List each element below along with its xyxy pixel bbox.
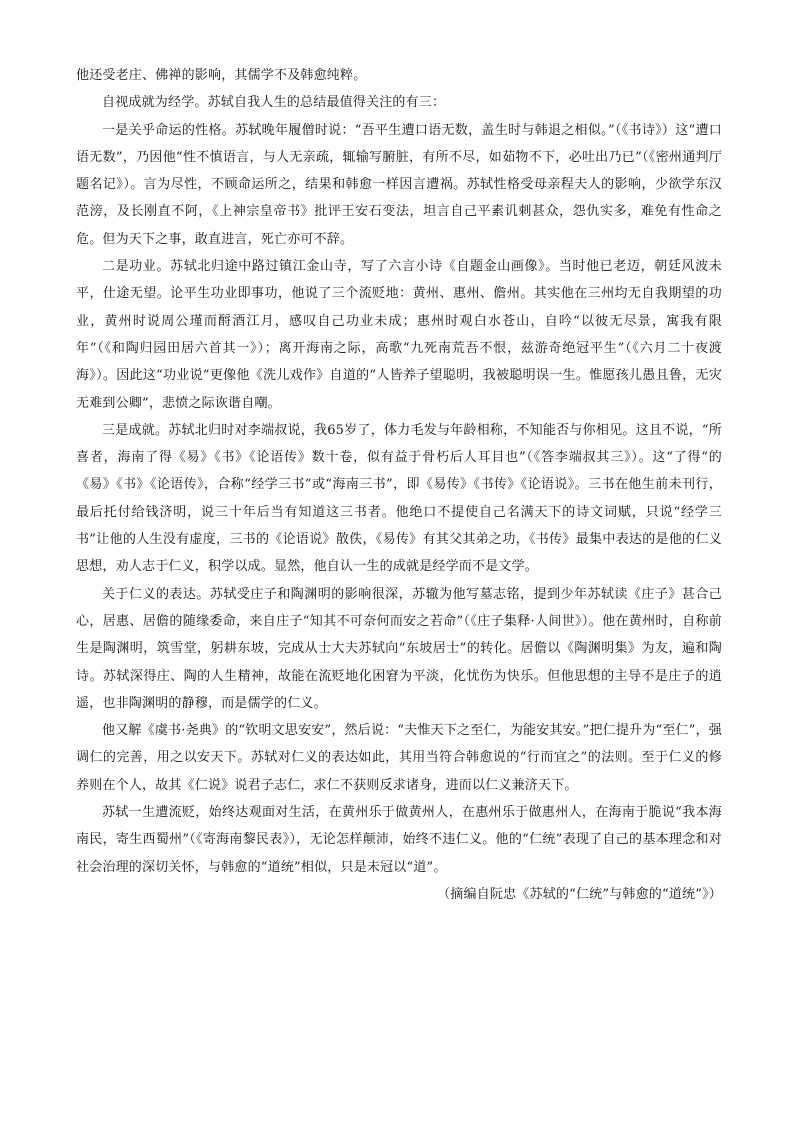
paragraph-character: 一是关乎命运的性格。苏轼晚年履僧时说：“吾平生遭口语无数，盖生时与韩退之相似。”（《书诗》）这“遭口语无数”，乃因他“性不慎语言，与人无亲疏，辄输写腑脏，有所不尽，如茹物不下，必吐出乃已”（《密州通判厅题名记》）。言为尽性，不顾命运所之，结果和韩愈一样因言遭祸。苏轼性格受母亲程夫人的影响，少欲学东汉范滂，及长刚直不阿，《上神宗皇帝书》批评王安石变法，坦言自己平素讥刺甚众，怨仇实多，难免有性命之危。但为天下之事，敢直进言，死亡亦可不辞。 [76, 122, 722, 247]
paragraph-classics-intro: 自视成就为经学。苏轼自我人生的总结最值得关注的有三： [102, 95, 446, 111]
paragraph-conclusion: 苏轼一生遭流贬，始终达观面对生活，在黄州乐于做黄州人，在惠州乐于做惠州人，在海南于脆说“我本海南民，寄生西蜀州”（《寄海南黎民表》），无论怎样颠沛，始终不违仁义。他的“仁统”表现了自己的基本理念和对社会治理的深切关怀，与韩愈的“道统”相似，只是未冠以“道”。 [76, 805, 722, 875]
source-citation: （摘编自阮忠《苏轼的“仁统”与韩愈的“道统”》） [437, 886, 722, 902]
paragraph-achievements: 二是功业。苏轼北归途中路过镇江金山寺，写了六言小诗《自题金山画像》。当时他已老迈，朝廷风波未平，仕途无望。论平生功业即事功，他说了三个流贬地：黄州、惠州、儋州。其实他在三州均无自我期望的功业，黄州时说周公瑾而酹酒江月，感叹自己功业未成；惠州时观白水苍山，自吟“以彼无尽景，寓我有限年”（《和陶归园田居六首其一》）；离开海南之际，高歌“九死南荒吾不恨，兹游奇绝冠平生”（《六月二十夜渡海》）。因此这“功业说”更像他《洗儿戏作》自道的“人皆养子望聪明，我被聪明误一生。惟愿孩儿愚且鲁，无灾无难到公卿”，悲愤之际诙谐自嘲。 [76, 259, 722, 411]
paragraph-supreme-benevolence: 他又解《虞书·尧典》的“钦明文思安安”，然后说：“夫惟天下之至仁，为能安其安。”把仁提升为“至仁”，强调仁的完善，用之以安天下。苏轼对仁义的表达如此，其用当符合韩愈说的“行而宜之”的法则。至于仁义的修养则在个人，故其《仁说》说君子志仁，求仁不获则反求诸身，进而以仁义兼济天下。 [76, 723, 722, 793]
article-body [76, 62, 722, 908]
paragraph-benevolence: 关于仁义的表达。苏轼受庄子和陶渊明的影响很深，苏辙为他写墓志铭，提到少年苏轼读《庄子》甚合己心，居惠、居儋的随缘委命，来自庄子“知其不可奈何而安之若命”（《庄子集释·人间世》）。他在黄州时，自称前生是陶渊明，筑雪堂，躬耕东坡，完成从士大夫苏轼向“东坡居士”的转化。居儋以《陶渊明集》为友，遍和陶诗。苏轼深得庄、陶的人生精神，故能在流贬地化困窘为平淡，化忧伤为快乐。但他思想的主导不是庄子的逍遥，也非陶渊明的静穆，而是儒学的仁义。 [76, 586, 722, 711]
paragraph-accomplishment: 三是成就。苏轼北归时对李端叔说，我65岁了，体力毛发与年龄相称，不知能否与你相见。这且不说，“所喜者，海南了得《易》《书》《论语传》数十卷，似有益于骨朽后人耳目也”（《答李端叔其三》）。这“了得”的《易》《书》《论语传》，合称“经学三书”或“海南三书”，即《易传》《书传》《论语说》。三书在他生前未刊行，最后托付给钱济明，说三十年后当有知道这三书者。他绝口不提使自己名满天下的诗文词赋，只说“经学三书”让他的人生没有虚度，三书的《论语说》散佚，《易传》有其父其弟之功，《书传》最集中表达的是他的仁义思想，劝人志于仁义，积学以成。显然，他自认一生的成就是经学而不是文学。 [76, 422, 722, 575]
paragraph-continuation: 他还受老庄、佛禅的影响，其儒学不及韩愈纯粹。 [76, 68, 367, 83]
